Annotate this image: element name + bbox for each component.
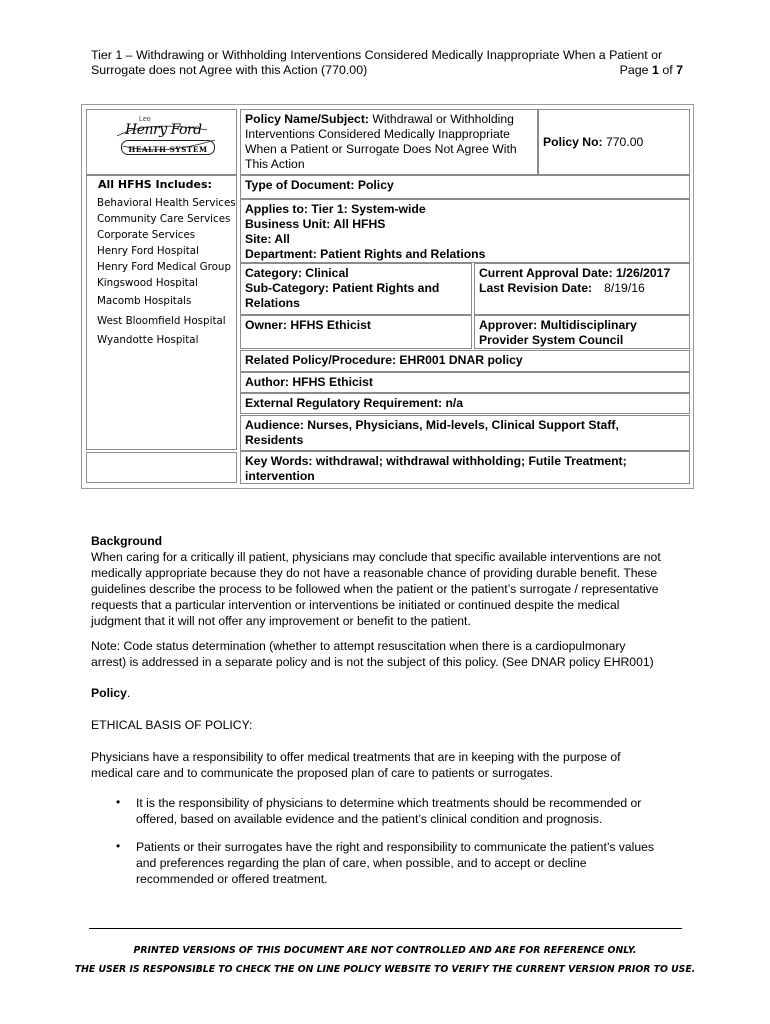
policy-name-value: When a Patient or Surrogate Does Not Agree With xyxy=(245,142,517,156)
keywords: intervention xyxy=(245,469,315,483)
logo-banner-text: HEALTH SYSTEM xyxy=(128,145,208,154)
footer-line1: PRINTED VERSIONS OF THIS DOCUMENT ARE NOT CONTROLLED AND ARE FOR REFERENCE ONLY. xyxy=(133,945,637,956)
policy-name-value: This Action xyxy=(245,157,305,171)
site: Site: All xyxy=(245,232,290,246)
page-number: Page 1 of 7 xyxy=(619,63,683,77)
bullet-icon: • xyxy=(116,839,121,853)
category-cell xyxy=(240,263,472,315)
footer-line2: THE USER IS RESPONSIBLE TO CHECK THE ON LINE POLICY WEBSITE TO VERIFY THE CURRENT VERSION PRIOR TO USE. xyxy=(74,964,696,975)
note-paragraph: Note: Code status determination (whether to attempt resuscitation when there is a cardiopulmonary arrest) is addressed in a separate policy and is not the subject of this policy. (See DNAR policy EHR001) xyxy=(91,639,654,669)
revision-label: Last Revision Date: xyxy=(479,281,593,295)
approval-date: Current Approval Date: 1/26/2017 xyxy=(479,266,671,280)
approver: Provider System Council xyxy=(479,333,624,347)
includes-item: Community Care Services xyxy=(97,213,231,225)
external-requirement-cell xyxy=(240,393,690,414)
logo-small-text: Leo xyxy=(139,116,151,123)
external-requirement: External Regulatory Requirement: n/a xyxy=(245,396,464,410)
applies-to: Applies to: Tier 1: System-wide xyxy=(245,202,426,216)
subcategory: Sub-Category: Patient Rights and xyxy=(245,281,440,295)
page-header xyxy=(91,48,683,78)
keywords: Key Words: withdrawal; withdrawal withholding; Futile Treatment; xyxy=(245,454,627,468)
policy-heading: Policy. xyxy=(91,686,131,700)
includes-item: Corporate Services xyxy=(97,229,196,241)
includes-cell xyxy=(86,175,237,450)
logo-cell xyxy=(86,109,237,175)
includes-item: Kingswood Hospital xyxy=(97,277,198,289)
document-type: Type of Document: Policy xyxy=(245,178,394,192)
owner: Owner: HFHS Ethicist xyxy=(245,318,371,332)
includes-item: Wyandotte Hospital xyxy=(97,334,199,346)
logo-script-text: Henry Ford xyxy=(125,122,202,138)
related-policy: Related Policy/Procedure: EHR001 DNAR policy xyxy=(245,353,523,367)
department: Department: Patient Rights and Relations xyxy=(245,247,486,261)
includes-item: Henry Ford Hospital xyxy=(97,245,199,257)
category: Category: Clinical xyxy=(245,266,349,280)
background-paragraph: medically appropriate because they do not have a reasonable chance of providing durable benefit. These xyxy=(91,566,658,580)
document-type-cell xyxy=(240,175,690,199)
dates-cell xyxy=(474,263,690,315)
audience-cell xyxy=(240,415,690,451)
background-heading: Background xyxy=(91,534,163,548)
policy-name-cell xyxy=(240,109,538,175)
background-paragraph: judgment that it will not offer any improvement or benefit to the patient. xyxy=(91,614,471,628)
business-unit: Business Unit: All HFHS xyxy=(245,217,386,231)
ethical-basis-heading: ETHICAL BASIS OF POLICY: xyxy=(91,718,253,732)
author-cell xyxy=(240,372,690,393)
includes-item: Henry Ford Medical Group xyxy=(97,261,231,273)
background-section xyxy=(91,533,691,629)
policy-name-value: Withdrawal or Withholding xyxy=(368,112,514,126)
policy-name-value: Interventions Considered Medically Inappropriate xyxy=(245,127,510,141)
policy-header-table xyxy=(81,104,694,489)
applies-cell xyxy=(240,199,690,263)
includes-title: All HFHS Includes: xyxy=(98,178,212,191)
subcategory: Relations xyxy=(245,296,300,310)
audience: Audience: Nurses, Physicians, Mid-levels, Clinical Support Staff, xyxy=(245,418,619,432)
header-title-line1: Tier 1 – Withdrawing or Withholding Interventions Considered Medically Inappropriate When a Patient or xyxy=(91,48,663,62)
related-policy-cell xyxy=(240,350,690,372)
policy-number-cell xyxy=(538,109,690,175)
policy-number-value: 770.00 xyxy=(602,135,644,149)
header-title-line2: Surrogate does not Agree with this Action (770.00) xyxy=(91,63,368,77)
background-paragraph: guidelines describe the process to be followed when the patient or the patient’s surrogate / representative xyxy=(91,582,659,596)
audience: Residents xyxy=(245,433,304,447)
approver: Approver: Multidisciplinary xyxy=(479,318,637,332)
owner-cell xyxy=(240,315,472,349)
background-paragraph: When caring for a critically ill patient, physicians may conclude that specific available interventions are not xyxy=(91,550,661,564)
approver-cell xyxy=(474,315,690,349)
policy-name-label: Policy Name/Subject: xyxy=(245,112,369,126)
keywords-cell xyxy=(240,451,690,484)
physicians-paragraph: Physicians have a responsibility to offer medical treatments that are in keeping with the purpose of medical care and to communicate the proposed plan of care to patients or surrogates. xyxy=(91,750,621,780)
includes-item: West Bloomfield Hospital xyxy=(97,315,226,327)
author: Author: HFHS Ethicist xyxy=(245,375,373,389)
revision-date: 8/19/16 xyxy=(604,281,645,295)
footer-divider xyxy=(89,928,682,929)
bullet-item: Patients or their surrogates have the right and responsibility to communicate the patient’s values and preferences regarding the plan of care, when possible, and to accept or decline recommended or offered treatment. xyxy=(136,840,655,886)
bullet-icon: • xyxy=(116,795,121,809)
bullet-item: It is the responsibility of physicians to determine which treatments should be recommended or offered, based on available evidence and the patient’s clinical condition and prognosis. xyxy=(136,796,642,826)
logo-banner xyxy=(121,140,215,155)
logo xyxy=(87,110,236,174)
includes-item: Macomb Hospitals xyxy=(97,295,192,307)
policy-number-label: Policy No: xyxy=(543,135,603,149)
empty-cell xyxy=(86,452,237,483)
includes-item: Behavioral Health Services xyxy=(97,197,236,209)
background-paragraph: requests that a particular intervention or interventions be initiated or continued despite the medical xyxy=(91,598,620,612)
